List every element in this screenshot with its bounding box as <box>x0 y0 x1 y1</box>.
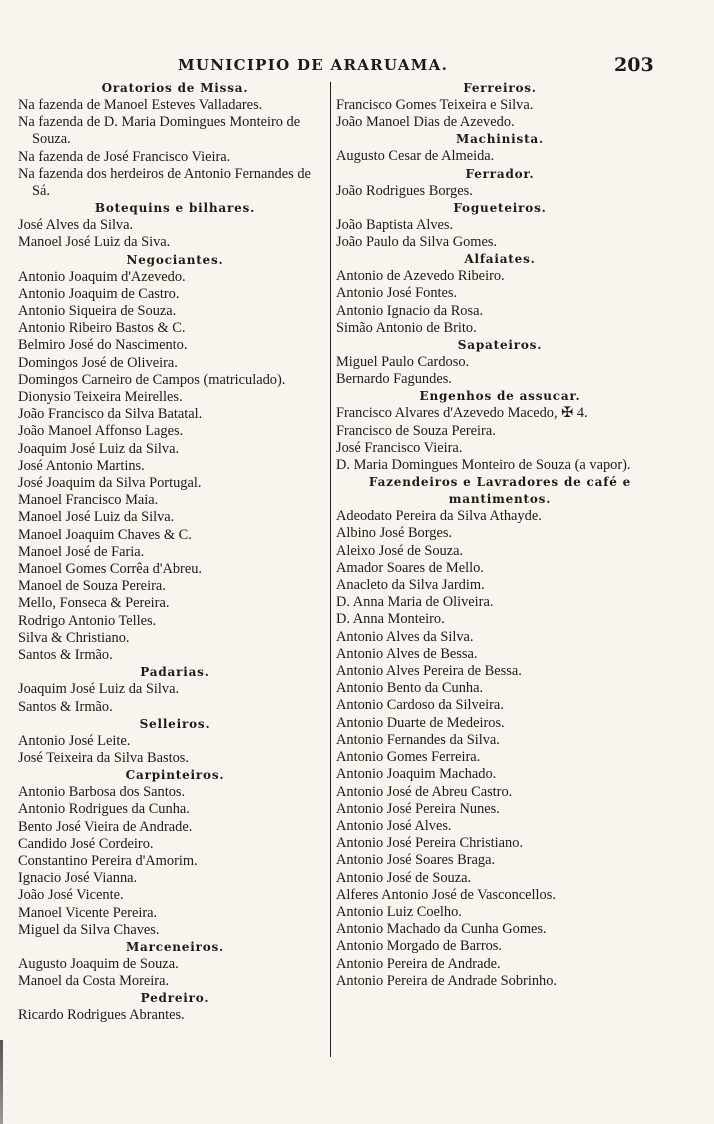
section-title: Fazendeiros e Lavradores de café e mantimentos. <box>368 475 632 507</box>
directory-entry: D. Anna Monteiro. <box>336 611 445 628</box>
directory-entry: Antonio José de Souza. <box>336 869 472 886</box>
directory-entry: Miguel da Silva Chaves. <box>18 921 160 938</box>
directory-section-engenhos-de-assucar <box>336 388 664 474</box>
directory-entry: Manoel Vicente Pereira. <box>18 904 158 921</box>
directory-entry: Antonio Duarte de Medeiros. <box>336 714 505 731</box>
directory-entry: Antonio Ribeiro Bastos & C. <box>18 320 186 337</box>
directory-section-ferreiros <box>336 80 664 131</box>
directory-entry: João Paulo da Silva Gomes. <box>336 234 498 251</box>
directory-section-botequins-e-bilhares <box>18 200 332 251</box>
section-title: Padarias. <box>140 665 210 680</box>
directory-entry: Francisco Gomes Teixeira e Silva. <box>336 97 534 113</box>
directory-section-negociantes <box>18 252 332 665</box>
page-number: 203 <box>614 54 654 76</box>
section-title: Alfaiates. <box>464 252 536 267</box>
directory-entry: Mello, Fonseca & Pereira. <box>18 595 170 612</box>
directory-entry: Antonio Joaquim d'Azevedo. <box>18 268 186 285</box>
directory-entry: Amador Soares de Mello. <box>336 559 484 576</box>
directory-entry: Antonio José Soares Braga. <box>336 852 496 869</box>
directory-entry: Antonio Cardoso da Silveira. <box>336 697 504 714</box>
directory-entry: Antonio Machado da Cunha Gomes. <box>336 921 547 938</box>
page-edge-mark <box>0 1040 3 1124</box>
directory-entry: José Francisco Vieira. <box>336 439 463 456</box>
section-title: Ferreiros. <box>463 81 537 95</box>
directory-entry: Antonio Gomes Ferreira. <box>336 749 481 766</box>
directory-entry: Antonio Ignacio da Rosa. <box>336 302 484 319</box>
directory-entry: Albino José Borges. <box>336 525 453 542</box>
directory-entry: Belmiro José do Nascimento. <box>18 337 188 354</box>
directory-entry: José Joaquim da Silva Portugal. <box>18 475 202 492</box>
directory-entry: João Manoel Affonso Lages. <box>18 423 184 440</box>
directory-entry: João Manoel Dias de Azevedo. <box>336 114 515 131</box>
directory-section-fogueteiros <box>336 200 664 251</box>
directory-section-sapateiros <box>336 337 664 388</box>
section-title: Sapateiros. <box>457 338 543 353</box>
directory-entry: Manoel José Luiz da Silva. <box>18 509 175 526</box>
directory-entry: Silva & Christiano. <box>18 629 130 646</box>
directory-entry: Antonio Alves de Bessa. <box>336 645 478 662</box>
directory-entry: José Teixeira da Silva Bastos. <box>18 749 189 766</box>
directory-entry: Santos & Irmão. <box>18 647 113 664</box>
directory-entry: Aleixo José de Souza. <box>336 542 464 559</box>
directory-entry: Antonio Barbosa dos Santos. <box>18 784 186 801</box>
section-title: Negociantes. <box>126 252 224 267</box>
section-title: Oratorios de Missa. <box>101 81 249 95</box>
directory-entry: Dionysio Teixeira Meirelles. <box>18 389 183 406</box>
page-header <box>0 54 714 80</box>
directory-entry: Manoel José Luiz da Siva. <box>18 234 171 251</box>
directory-section-ferrador <box>336 166 664 200</box>
section-title: Ferrador. <box>465 166 535 181</box>
directory-section-carpinteiros <box>18 767 332 939</box>
directory-entry: Miguel Paulo Cardoso. <box>336 354 470 371</box>
directory-entry: Antonio Joaquim Machado. <box>336 766 497 783</box>
directory-entry: Antonio José Pereira Nunes. <box>336 800 500 817</box>
directory-entry: Antonio Pereira de Andrade Sobrinho. <box>336 972 558 989</box>
section-title: Engenhos de assucar. <box>419 389 581 404</box>
directory-entry: Antonio Pereira de Andrade. <box>336 955 501 972</box>
directory-entry: Bento José Vieira de Andrade. <box>18 818 193 835</box>
directory-section-machinista <box>336 131 664 165</box>
directory-entry: João Baptista Alves. <box>336 216 454 233</box>
directory-entry: Antonio Morgado de Barros. <box>336 938 503 955</box>
directory-entry: José Antonio Martins. <box>18 457 145 474</box>
running-title: MUNICIPIO DE ARARUAMA. <box>178 56 449 74</box>
directory-entry: Domingos Carneiro de Campos (matriculado). <box>18 371 286 388</box>
directory-entry: Antonio Alves da Silva. <box>336 628 474 645</box>
directory-entry: D. Anna Maria de Oliveira. <box>336 594 494 611</box>
directory-entry: João José Vicente. <box>18 887 124 904</box>
section-title: Carpinteiros. <box>125 768 225 783</box>
section-title: Fogueteiros. <box>453 200 547 215</box>
section-title: Selleiros. <box>139 716 211 731</box>
directory-entry: Antonio José Leite. <box>18 732 131 749</box>
directory-entry: Manoel Francisco Maia. <box>18 492 159 509</box>
directory-entry: Francisco de Souza Pereira. <box>336 422 496 439</box>
directory-entry: Alferes Antonio José de Vasconcellos. <box>336 886 556 903</box>
directory-entry: Joaquim José Luiz da Silva. <box>18 681 180 698</box>
directory-entry: Antonio Siqueira de Souza. <box>18 303 177 320</box>
directory-entry: Antonio Joaquim de Castro. <box>18 285 180 302</box>
directory-entry: Domingos José de Oliveira. <box>18 354 178 371</box>
directory-entry: Manoel da Costa Moreira. <box>18 973 170 990</box>
directory-entry: D. Maria Domingues Monteiro de Souza (a vapor). <box>336 457 631 474</box>
directory-entry: Manoel Joaquim Chaves & C. <box>18 526 192 543</box>
directory-entry: Francisco Alvares d'Azevedo Macedo, ✠ 4. <box>336 405 588 422</box>
left-column <box>18 80 332 1025</box>
section-title: Marceneiros. <box>125 939 225 954</box>
right-column <box>336 80 664 990</box>
directory-entry: Augusto Cesar de Almeida. <box>336 148 495 165</box>
directory-entry: Joaquim José Luiz da Silva. <box>18 440 180 457</box>
directory-entry: Manoel Gomes Corrêa d'Abreu. <box>18 561 203 578</box>
section-title: Pedreiro. <box>140 991 210 1006</box>
directory-entry: Na fazenda de José Francisco Vieira. <box>18 148 231 165</box>
directory-entry: Antonio José de Abreu Castro. <box>336 783 513 800</box>
directory-entry: Candido José Cordeiro. <box>18 835 154 852</box>
directory-section-alfaiates <box>336 251 664 337</box>
directory-entry: Adeodato Pereira da Silva Athayde. <box>336 508 542 525</box>
directory-section-selleiros <box>18 716 332 767</box>
directory-entry: Na fazenda dos herdeiros de Antonio Fernandes de Sá. <box>18 165 311 200</box>
directory-entry: Anacleto da Silva Jardim. <box>336 577 485 594</box>
directory-entry: José Alves da Silva. <box>18 217 134 234</box>
directory-entry: Na fazenda de Manoel Esteves Valladares. <box>18 97 263 113</box>
directory-entry: Antonio Alves Pereira de Bessa. <box>336 663 522 680</box>
directory-entry: Simão Antonio de Brito. <box>336 319 477 336</box>
directory-entry: Santos & Irmão. <box>18 698 113 715</box>
directory-entry: Antonio José Fontes. <box>336 285 458 302</box>
directory-entry: João Rodrigues Borges. <box>336 182 473 199</box>
directory-section-fazendeiros-e-lavradores-de-cafe-e-mantimentos <box>336 474 664 990</box>
directory-entry: Rodrigo Antonio Telles. <box>18 612 157 629</box>
directory-section-pedreiro <box>18 990 332 1024</box>
directory-entry: Constantino Pereira d'Amorim. <box>18 852 198 869</box>
directory-entry: Ricardo Rodrigues Abrantes. <box>18 1007 185 1024</box>
directory-entry: Manoel de Souza Pereira. <box>18 578 166 595</box>
section-title: Machinista. <box>456 132 544 147</box>
directory-entry: Antonio Rodrigues da Cunha. <box>18 801 190 818</box>
directory-entry: Na fazenda de D. Maria Domingues Monteiro de Souza. <box>18 114 301 148</box>
directory-section-padarias <box>18 664 332 715</box>
directory-entry: João Francisco da Silva Batatal. <box>18 406 203 423</box>
directory-entry: Antonio de Azevedo Ribeiro. <box>336 268 505 285</box>
directory-entry: Bernardo Fagundes. <box>336 371 452 388</box>
directory-entry: Antonio José Alves. <box>336 817 452 834</box>
directory-entry: Antonio Bento da Cunha. <box>336 680 484 697</box>
directory-entry: Ignacio José Vianna. <box>18 870 138 887</box>
directory-entry: Manoel José de Faria. <box>18 543 145 560</box>
section-title: Botequins e bilhares. <box>94 201 256 216</box>
directory-entry: Antonio Fernandes da Silva. <box>336 731 500 748</box>
directory-entry: Antonio Luiz Coelho. <box>336 903 462 920</box>
directory-section-marceneiros <box>18 939 332 990</box>
directory-section-oratorios-de-missa <box>18 80 332 200</box>
directory-entry: Augusto Joaquim de Souza. <box>18 955 179 972</box>
directory-entry: Antonio José Pereira Christiano. <box>336 835 524 852</box>
